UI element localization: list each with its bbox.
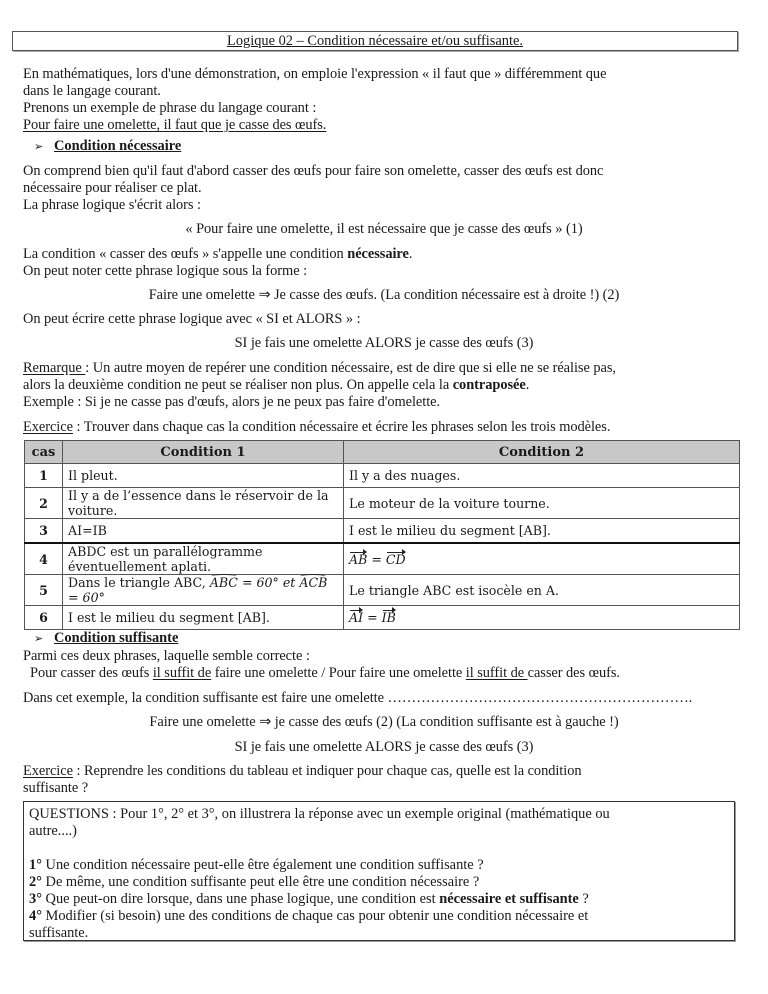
question-text-prefix: Que peut-on dire lorsque, dans une phase logique, une condition est: [41, 891, 440, 907]
section-heading-label: Condition suffisante: [54, 630, 179, 646]
remark-text: : Un autre moyen de repérer une condition nécessaire, est de dire que si elle ne se réalise pas,: [85, 360, 616, 376]
equals-sign: =: [367, 551, 386, 567]
questions-intro-line-1: QUESTIONS : Pour 1°, 2° et 3°, on illustrera la réponse avec un exemple original (mathématique ou: [29, 806, 610, 822]
question-text-suffix: ?: [578, 891, 589, 907]
row-number: 1: [25, 464, 63, 488]
row-condition-1: AI=IB: [63, 519, 344, 544]
necessary-p1-line-2: nécessaire pour réaliser ce plat.: [23, 180, 202, 196]
remark-line-1: [23, 359, 616, 377]
row-condition-2: [344, 606, 740, 630]
remark-line-2: [23, 376, 529, 394]
choice-a-prefix: Pour casser des œufs: [30, 665, 153, 681]
si-alors-intro: On peut écrire cette phrase logique avec « SI et ALORS » :: [23, 311, 361, 327]
fill-in-line: Dans cet exemple, la condition suffisante est faire une omelette ……………………………………………………….: [23, 690, 693, 706]
sufficient-sentence-3: SI je fais une omelette ALORS je casse des œufs (3): [234, 739, 534, 755]
condition-prefix: Dans le triangle ABC,: [68, 575, 210, 590]
table-row: [25, 543, 740, 575]
row-number: 4: [25, 543, 63, 575]
choice-a-suffix: faire une omelette / Pour faire une omelette: [211, 665, 466, 681]
sentence-3: SI je fais une omelette ALORS je casse des œufs (3): [234, 335, 534, 351]
row-condition-1: Il pleut.: [63, 464, 344, 488]
exercise-1-label: Exercice: [23, 419, 73, 435]
questions-intro-line-2: autre....): [29, 823, 77, 839]
header-cas: cas: [25, 441, 63, 464]
question-1: [29, 857, 729, 874]
necessary-p1-line-1: On comprend bien qu'il faut d'abord casser des œufs pour faire son omelette, casser des œufs est donc: [23, 163, 604, 179]
sentence-2: Faire une omelette ⇒ Je casse des œufs. (La condition nécessaire est à droite !) (2): [148, 287, 620, 303]
condition-mid: = 60° et: [237, 575, 300, 590]
row-condition-1: [63, 575, 344, 606]
row-condition-1: I est le milieu du segment [AB].: [63, 606, 344, 630]
table-row: [25, 464, 740, 488]
exercise-2-text: : Reprendre les conditions du tableau et indiquer pour chaque cas, quelle est la condition: [72, 763, 582, 779]
arrowhead-bullet-icon: ➢: [34, 633, 44, 645]
table-row: [25, 519, 740, 544]
title-box: [12, 31, 738, 51]
question-number: 1°: [29, 857, 42, 873]
vector-cd: CD: [385, 551, 406, 567]
row-condition-1: ABDC est un parallélogramme éventuellement aplati.: [63, 543, 344, 575]
question-number: 3°: [29, 891, 42, 907]
condition-definition: [23, 245, 412, 263]
arrowhead-bullet-icon: ➢: [34, 141, 44, 153]
example-line: Exemple : Si je ne casse pas d'œufs, alors je ne peux pas faire d'omelette.: [23, 394, 441, 410]
conditions-table: [24, 440, 740, 630]
choice-b-suffix: casser des œufs.: [527, 665, 620, 681]
exercise-1-text: : Trouver dans chaque cas la condition nécessaire et écrire les phrases selon les trois modèles.: [72, 419, 611, 435]
section-heading-label: Condition nécessaire: [54, 138, 182, 154]
row-number: 5: [25, 575, 63, 606]
exercise-2-label: Exercice: [23, 763, 73, 779]
intro-line-3: Prenons un exemple de phrase du langage courant :: [23, 100, 317, 116]
row-number: 6: [25, 606, 63, 630]
table-header-row: [25, 441, 740, 464]
sufficient-sentence-2: Faire une omelette ⇒ je casse des œufs (2) (La condition suffisante est à gauche !): [149, 714, 619, 730]
question-text: Une condition nécessaire peut-elle être également une condition suffisante ?: [41, 857, 484, 873]
remark-label: Remarque: [23, 360, 86, 376]
vector-ai: AI: [349, 610, 364, 625]
choice-a-underlined: il suffit de: [152, 665, 212, 681]
row-condition-2: I est le milieu du segment [AB].: [344, 519, 740, 544]
question-2: [29, 874, 729, 891]
question-text: De même, une condition suffisante peut elle être une condition nécessaire ?: [41, 874, 480, 890]
questions-box: [23, 801, 735, 941]
row-condition-2: Le moteur de la voiture tourne.: [344, 488, 740, 519]
row-condition-1: Il y a de l’essence dans le réservoir de la voiture.: [63, 488, 344, 519]
angle-abc: ABC: [209, 575, 238, 590]
row-condition-2: Il y a des nuages.: [344, 464, 740, 488]
question-4-continued: suffisante.: [29, 925, 89, 941]
row-condition-2: [344, 543, 740, 575]
remark-line-2-suffix: .: [525, 377, 530, 393]
question-4: [29, 908, 729, 925]
table-row: [25, 606, 740, 630]
condition-end: = 60°: [68, 590, 105, 605]
intro-example: [23, 116, 326, 134]
equals-sign: =: [363, 610, 382, 625]
necessary-p1-line-3: La phrase logique s'écrit alors :: [23, 197, 201, 213]
choice-b-underlined: il suffit de: [465, 665, 528, 681]
angle-acb: ACB: [299, 575, 328, 590]
exercise-2-line-1: [23, 762, 582, 780]
intro-line-1: En mathématiques, lors d'une démonstration, on emploie l'expression « il faut que » différemment que: [23, 66, 607, 82]
question-number: 2°: [29, 874, 42, 890]
question-number: 4°: [29, 908, 42, 924]
table-row: [25, 575, 740, 606]
intro-line-2: dans le langage courant.: [23, 83, 161, 99]
table-row: [25, 488, 740, 519]
section-heading-sufficient: [34, 630, 178, 647]
exercise-1: [23, 418, 610, 436]
remark-line-2-prefix: alors la deuxième condition ne peut se réaliser non plus. On appelle cela la: [23, 377, 453, 393]
row-number: 3: [25, 519, 63, 544]
condition-definition-prefix: La condition « casser des œufs » s'appelle une condition: [23, 246, 348, 262]
question-bold-term: nécessaire et suffisante: [439, 891, 579, 907]
vector-ib: IB: [381, 610, 396, 625]
question-text: Modifier (si besoin) une des conditions de chaque cas pour obtenir une condition nécessaire et: [41, 908, 589, 924]
sufficient-choices: [30, 664, 620, 682]
intro-example-text: Pour faire une omelette, il faut que je casse des œufs.: [23, 117, 327, 133]
header-condition-1: Condition 1: [63, 441, 344, 464]
row-condition-2: Le triangle ABC est isocèle en A.: [344, 575, 740, 606]
exercise-2-line-2: suffisante ?: [23, 780, 89, 796]
sufficient-question: Parmi ces deux phrases, laquelle semble correcte :: [23, 648, 310, 664]
question-3: [29, 891, 729, 908]
section-heading-necessary: [34, 138, 181, 155]
header-condition-2: Condition 2: [344, 441, 740, 464]
sentence-1: « Pour faire une omelette, il est nécessaire que je casse des œufs » (1): [185, 221, 583, 237]
vector-ab: AB: [349, 551, 368, 567]
row-number: 2: [25, 488, 63, 519]
condition-definition-bold: nécessaire: [347, 246, 409, 262]
condition-definition-suffix: .: [408, 246, 413, 262]
page-title: Logique 02 – Condition nécessaire et/ou suffisante.: [227, 33, 523, 49]
note-form: On peut noter cette phrase logique sous la forme :: [23, 263, 308, 279]
remark-bold-term: contraposée: [452, 377, 526, 393]
